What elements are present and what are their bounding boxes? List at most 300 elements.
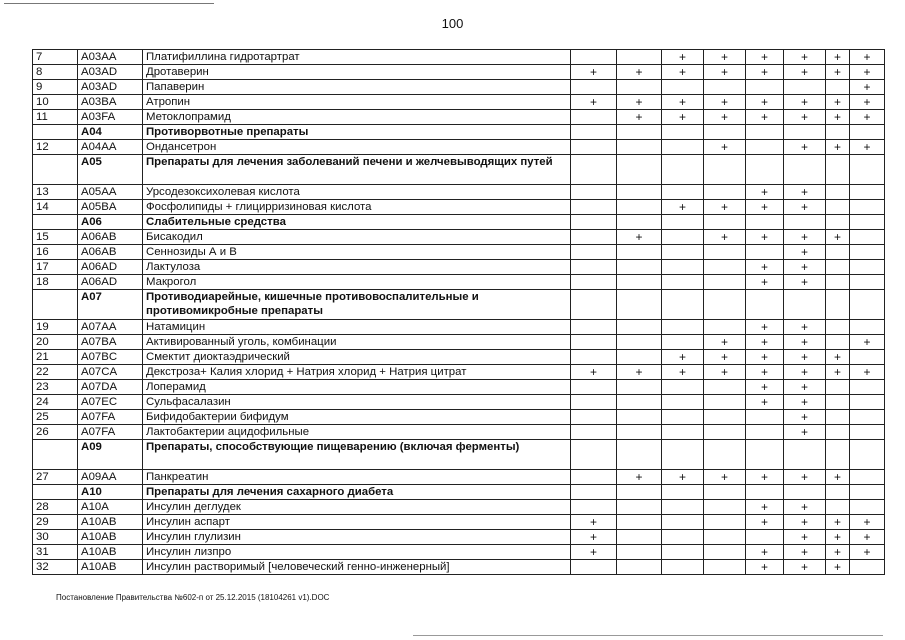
mark-cell: [571, 395, 617, 410]
mark-cell: [850, 350, 885, 365]
mark-cell: [662, 500, 704, 515]
mark-cell: [826, 155, 850, 185]
mark-cell: +: [784, 140, 826, 155]
row-number: [33, 215, 78, 230]
mark-cell: +: [850, 50, 885, 65]
drug-name: Метоклопрамид: [143, 110, 571, 125]
group-row: [33, 155, 885, 185]
mark-cell: [850, 185, 885, 200]
mark-cell: +: [746, 185, 784, 200]
mark-cell: [826, 125, 850, 140]
mark-cell: +: [662, 200, 704, 215]
atc-code: A04: [78, 125, 143, 140]
mark-cell: [662, 215, 704, 230]
table-row: [33, 110, 885, 125]
mark-cell: [571, 140, 617, 155]
mark-cell: +: [704, 350, 746, 365]
mark-cell: +: [850, 530, 885, 545]
mark-cell: +: [617, 230, 662, 245]
mark-cell: [826, 395, 850, 410]
mark-cell: [850, 470, 885, 485]
mark-cell: +: [662, 65, 704, 80]
mark-cell: [662, 125, 704, 140]
mark-cell: +: [826, 545, 850, 560]
atc-code: A07AA: [78, 320, 143, 335]
mark-cell: [662, 80, 704, 95]
atc-code: A03AA: [78, 50, 143, 65]
mark-cell: +: [784, 395, 826, 410]
mark-cell: [746, 425, 784, 440]
table-row: [33, 260, 885, 275]
atc-code: A05BA: [78, 200, 143, 215]
atc-code: A03BA: [78, 95, 143, 110]
table-row: [33, 140, 885, 155]
row-number: 23: [33, 380, 78, 395]
atc-code: A07BC: [78, 350, 143, 365]
mark-cell: [704, 545, 746, 560]
mark-cell: [704, 530, 746, 545]
atc-code: A10AB: [78, 545, 143, 560]
row-number: 20: [33, 335, 78, 350]
row-number: 11: [33, 110, 78, 125]
mark-cell: [704, 425, 746, 440]
mark-cell: [662, 410, 704, 425]
mark-cell: +: [784, 470, 826, 485]
mark-cell: [571, 110, 617, 125]
mark-cell: [617, 500, 662, 515]
page-number: 100: [441, 16, 464, 31]
mark-cell: [571, 245, 617, 260]
mark-cell: +: [746, 515, 784, 530]
mark-cell: [662, 380, 704, 395]
mark-cell: [826, 80, 850, 95]
atc-code: A10AB: [78, 560, 143, 575]
mark-cell: +: [617, 110, 662, 125]
mark-cell: [571, 290, 617, 320]
mark-cell: [662, 395, 704, 410]
atc-code: A06: [78, 215, 143, 230]
mark-cell: +: [784, 320, 826, 335]
row-number: 29: [33, 515, 78, 530]
atc-code: A09AA: [78, 470, 143, 485]
table-row: [33, 530, 885, 545]
mark-cell: [746, 155, 784, 185]
mark-cell: [850, 245, 885, 260]
mark-cell: +: [784, 275, 826, 290]
mark-cell: [571, 485, 617, 500]
mark-cell: +: [571, 95, 617, 110]
mark-cell: [571, 200, 617, 215]
row-number: 22: [33, 365, 78, 380]
mark-cell: [704, 320, 746, 335]
mark-cell: [617, 125, 662, 140]
table-row: [33, 95, 885, 110]
mark-cell: +: [704, 50, 746, 65]
mark-cell: [662, 485, 704, 500]
drug-table: [32, 49, 885, 575]
mark-cell: +: [617, 65, 662, 80]
mark-cell: [850, 215, 885, 230]
mark-cell: +: [784, 410, 826, 425]
mark-cell: [826, 260, 850, 275]
mark-cell: [662, 155, 704, 185]
mark-cell: [850, 410, 885, 425]
atc-code: A09: [78, 440, 143, 470]
mark-cell: +: [746, 350, 784, 365]
mark-cell: [571, 440, 617, 470]
mark-cell: [850, 560, 885, 575]
mark-cell: +: [826, 140, 850, 155]
mark-cell: [617, 425, 662, 440]
mark-cell: [826, 290, 850, 320]
mark-cell: +: [784, 365, 826, 380]
mark-cell: [617, 545, 662, 560]
mark-cell: [662, 245, 704, 260]
mark-cell: +: [826, 530, 850, 545]
mark-cell: [746, 290, 784, 320]
mark-cell: [850, 260, 885, 275]
mark-cell: [571, 500, 617, 515]
mark-cell: [826, 425, 850, 440]
mark-cell: +: [746, 395, 784, 410]
atc-code: A03FA: [78, 110, 143, 125]
mark-cell: [662, 290, 704, 320]
mark-cell: [850, 200, 885, 215]
drug-name: Лактулоза: [143, 260, 571, 275]
mark-cell: [662, 260, 704, 275]
mark-cell: +: [571, 515, 617, 530]
mark-cell: +: [617, 470, 662, 485]
mark-cell: +: [746, 380, 784, 395]
atc-code: A07BA: [78, 335, 143, 350]
row-number: 30: [33, 530, 78, 545]
mark-cell: [617, 350, 662, 365]
table-row: [33, 335, 885, 350]
mark-cell: +: [850, 65, 885, 80]
mark-cell: [617, 275, 662, 290]
drug-name: Папаверин: [143, 80, 571, 95]
mark-cell: [704, 155, 746, 185]
mark-cell: +: [850, 110, 885, 125]
row-number: 13: [33, 185, 78, 200]
mark-cell: +: [784, 380, 826, 395]
mark-cell: +: [826, 65, 850, 80]
group-row: [33, 485, 885, 500]
mark-cell: [617, 80, 662, 95]
mark-cell: [704, 290, 746, 320]
mark-cell: +: [850, 365, 885, 380]
mark-cell: +: [784, 245, 826, 260]
row-number: 21: [33, 350, 78, 365]
atc-code: A03AD: [78, 80, 143, 95]
mark-cell: [571, 350, 617, 365]
table-row: [33, 65, 885, 80]
atc-code: A10A: [78, 500, 143, 515]
table-row: [33, 350, 885, 365]
mark-cell: +: [784, 350, 826, 365]
mark-cell: +: [784, 515, 826, 530]
mark-cell: +: [704, 230, 746, 245]
mark-cell: [784, 290, 826, 320]
mark-cell: +: [826, 560, 850, 575]
mark-cell: [617, 485, 662, 500]
mark-cell: +: [826, 110, 850, 125]
mark-cell: [826, 215, 850, 230]
mark-cell: [662, 545, 704, 560]
mark-cell: [571, 275, 617, 290]
footer-note: Постановление Правительства №602-п от 25.12.2015 (18104261 v1).DOC: [56, 593, 330, 602]
mark-cell: +: [850, 545, 885, 560]
atc-code: A10: [78, 485, 143, 500]
mark-cell: +: [826, 230, 850, 245]
mark-cell: [617, 320, 662, 335]
atc-code: A07FA: [78, 410, 143, 425]
table-row: [33, 500, 885, 515]
mark-cell: [850, 425, 885, 440]
mark-cell: [826, 335, 850, 350]
table-row: [33, 230, 885, 245]
top-rule: [4, 3, 214, 4]
mark-cell: [617, 515, 662, 530]
group-name: Слабительные средства: [143, 215, 571, 230]
drug-name: Сульфасалазин: [143, 395, 571, 410]
group-row: [33, 125, 885, 140]
atc-code: A07: [78, 290, 143, 320]
mark-cell: [617, 530, 662, 545]
row-number: 14: [33, 200, 78, 215]
table-row: [33, 470, 885, 485]
group-name: Противодиарейные, кишечные противовоспалительные и противомикробные препараты: [143, 290, 571, 320]
mark-cell: [826, 380, 850, 395]
row-number: [33, 125, 78, 140]
mark-cell: +: [662, 365, 704, 380]
mark-cell: [662, 275, 704, 290]
mark-cell: [662, 560, 704, 575]
mark-cell: [704, 395, 746, 410]
mark-cell: [704, 185, 746, 200]
mark-cell: [826, 185, 850, 200]
mark-cell: [746, 530, 784, 545]
mark-cell: +: [850, 80, 885, 95]
drug-name: Инсулин глулизин: [143, 530, 571, 545]
mark-cell: +: [704, 470, 746, 485]
atc-code: A07DA: [78, 380, 143, 395]
row-number: [33, 155, 78, 185]
table-row: [33, 185, 885, 200]
atc-code: A05AA: [78, 185, 143, 200]
mark-cell: [704, 560, 746, 575]
mark-cell: +: [826, 95, 850, 110]
mark-cell: [571, 425, 617, 440]
mark-cell: +: [784, 110, 826, 125]
mark-cell: [850, 380, 885, 395]
atc-code: A04AA: [78, 140, 143, 155]
mark-cell: +: [662, 110, 704, 125]
mark-cell: +: [784, 185, 826, 200]
mark-cell: [571, 380, 617, 395]
table-row: [33, 50, 885, 65]
mark-cell: [617, 245, 662, 260]
row-number: [33, 290, 78, 320]
mark-cell: +: [784, 260, 826, 275]
row-number: [33, 440, 78, 470]
group-name: Препараты, способствующие пищеварению (включая ферменты): [143, 440, 571, 470]
group-name: Препараты для лечения заболеваний печени и желчевыводящих путей: [143, 155, 571, 185]
mark-cell: [662, 440, 704, 470]
mark-cell: [571, 320, 617, 335]
row-number: 28: [33, 500, 78, 515]
mark-cell: [617, 155, 662, 185]
mark-cell: [662, 530, 704, 545]
mark-cell: [662, 425, 704, 440]
table-row: [33, 425, 885, 440]
mark-cell: +: [784, 95, 826, 110]
mark-cell: +: [704, 335, 746, 350]
mark-cell: [617, 560, 662, 575]
mark-cell: [850, 395, 885, 410]
mark-cell: [850, 275, 885, 290]
atc-code: A05: [78, 155, 143, 185]
mark-cell: +: [662, 470, 704, 485]
mark-cell: [850, 500, 885, 515]
row-number: 12: [33, 140, 78, 155]
row-number: 25: [33, 410, 78, 425]
drug-name: Ондансетрон: [143, 140, 571, 155]
mark-cell: +: [662, 95, 704, 110]
drug-name: Платифиллина гидротартрат: [143, 50, 571, 65]
mark-cell: [617, 200, 662, 215]
drug-name: Декстроза+ Калия хлорид + Натрия хлорид + Натрия цитрат: [143, 365, 571, 380]
mark-cell: +: [784, 230, 826, 245]
mark-cell: [662, 320, 704, 335]
mark-cell: [746, 140, 784, 155]
mark-cell: +: [784, 425, 826, 440]
mark-cell: [571, 50, 617, 65]
row-number: 31: [33, 545, 78, 560]
mark-cell: +: [784, 500, 826, 515]
mark-cell: +: [784, 200, 826, 215]
mark-cell: +: [826, 365, 850, 380]
mark-cell: +: [784, 560, 826, 575]
mark-cell: [746, 440, 784, 470]
mark-cell: [571, 260, 617, 275]
atc-code: A06AB: [78, 245, 143, 260]
mark-cell: +: [571, 530, 617, 545]
mark-cell: [784, 215, 826, 230]
mark-cell: +: [746, 50, 784, 65]
drug-name: Натамицин: [143, 320, 571, 335]
mark-cell: [826, 320, 850, 335]
table-row: [33, 200, 885, 215]
drug-name: Макрогол: [143, 275, 571, 290]
mark-cell: [704, 410, 746, 425]
drug-name: Сеннозиды А и В: [143, 245, 571, 260]
mark-cell: [617, 380, 662, 395]
mark-cell: [571, 80, 617, 95]
mark-cell: +: [850, 140, 885, 155]
drug-name: Бисакодил: [143, 230, 571, 245]
drug-name: Активированный уголь, комбинации: [143, 335, 571, 350]
mark-cell: [746, 80, 784, 95]
mark-cell: [571, 560, 617, 575]
mark-cell: +: [826, 350, 850, 365]
group-row: [33, 215, 885, 230]
table-row: [33, 275, 885, 290]
row-number: 18: [33, 275, 78, 290]
mark-cell: +: [571, 65, 617, 80]
mark-cell: +: [746, 365, 784, 380]
mark-cell: [617, 395, 662, 410]
mark-cell: [826, 275, 850, 290]
mark-cell: +: [746, 275, 784, 290]
mark-cell: +: [784, 335, 826, 350]
mark-cell: +: [704, 110, 746, 125]
group-row: [33, 290, 885, 320]
mark-cell: +: [746, 230, 784, 245]
drug-name: Инсулин деглудек: [143, 500, 571, 515]
atc-code: A07FA: [78, 425, 143, 440]
mark-cell: [662, 140, 704, 155]
mark-cell: [784, 485, 826, 500]
mark-cell: [826, 440, 850, 470]
mark-cell: +: [784, 50, 826, 65]
mark-cell: +: [704, 365, 746, 380]
mark-cell: [826, 485, 850, 500]
mark-cell: +: [746, 470, 784, 485]
mark-cell: [746, 125, 784, 140]
mark-cell: [571, 155, 617, 185]
row-number: 24: [33, 395, 78, 410]
row-number: [33, 485, 78, 500]
mark-cell: +: [784, 545, 826, 560]
table-row: [33, 365, 885, 380]
mark-cell: [617, 140, 662, 155]
mark-cell: [704, 125, 746, 140]
mark-cell: [826, 500, 850, 515]
mark-cell: [617, 215, 662, 230]
drug-name: Инсулин аспарт: [143, 515, 571, 530]
mark-cell: [784, 125, 826, 140]
group-name: Препараты для лечения сахарного диабета: [143, 485, 571, 500]
bottom-rule: [413, 635, 883, 636]
table-row: [33, 545, 885, 560]
mark-cell: [850, 440, 885, 470]
atc-code: A06AB: [78, 230, 143, 245]
table-row: [33, 80, 885, 95]
mark-cell: [617, 290, 662, 320]
mark-cell: +: [850, 335, 885, 350]
table-row: [33, 515, 885, 530]
table-row: [33, 380, 885, 395]
mark-cell: [662, 230, 704, 245]
mark-cell: +: [571, 545, 617, 560]
mark-cell: [746, 410, 784, 425]
mark-cell: [784, 440, 826, 470]
atc-code: A03AD: [78, 65, 143, 80]
mark-cell: [746, 245, 784, 260]
mark-cell: [704, 80, 746, 95]
mark-cell: +: [704, 95, 746, 110]
mark-cell: [850, 230, 885, 245]
drug-name: Фосфолипиды + глицирризиновая кислота: [143, 200, 571, 215]
atc-code: A07CA: [78, 365, 143, 380]
mark-cell: [704, 440, 746, 470]
drug-name: Урсодезоксихолевая кислота: [143, 185, 571, 200]
drug-name: Инсулин лизпро: [143, 545, 571, 560]
row-number: 27: [33, 470, 78, 485]
mark-cell: +: [784, 530, 826, 545]
mark-cell: [617, 410, 662, 425]
